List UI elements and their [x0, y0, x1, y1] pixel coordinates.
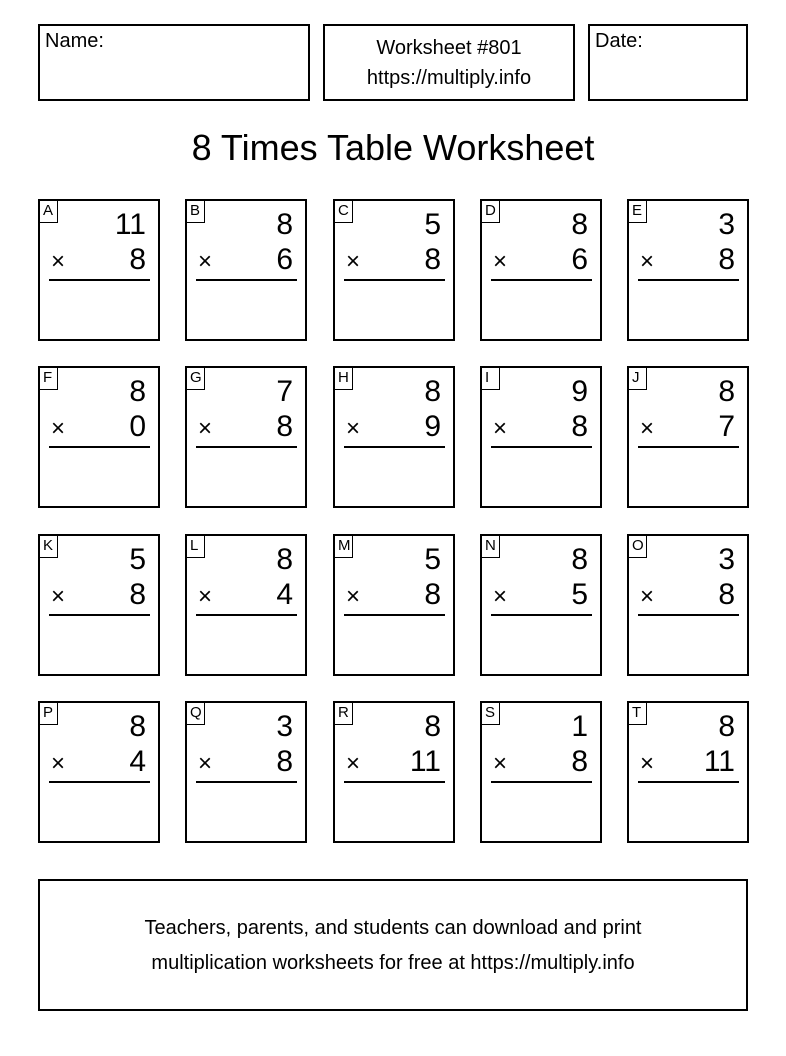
problem-card-g [185, 366, 307, 508]
multiplier: 8 [718, 578, 735, 611]
multiplicand: 8 [129, 710, 146, 743]
worksheet-info-box [323, 24, 575, 101]
answer-line [344, 446, 445, 448]
answer-line [638, 614, 739, 616]
multiplier: 8 [129, 578, 146, 611]
multiplicand: 8 [571, 208, 588, 241]
times-sign: × [640, 248, 655, 275]
problem-card-e [627, 199, 749, 341]
multiplier: 4 [129, 745, 146, 778]
multiplier: 0 [129, 410, 146, 443]
multiplier: 6 [571, 243, 588, 276]
times-sign: × [51, 248, 66, 275]
problem-letter: K [40, 536, 58, 558]
page-title: 8 Times Table Worksheet [191, 127, 595, 168]
times-sign: × [640, 750, 655, 777]
problem-card-t [627, 701, 749, 843]
date-field-box [588, 24, 748, 101]
times-sign: × [346, 415, 361, 442]
problem-card-i [480, 366, 602, 508]
problem-card-p [38, 701, 160, 843]
problem-card-h [333, 366, 455, 508]
problem-letter: P [40, 703, 58, 725]
answer-line [344, 279, 445, 281]
problem-card-n [480, 534, 602, 676]
multiplier: 8 [571, 745, 588, 778]
problem-card-j [627, 366, 749, 508]
times-sign: × [51, 583, 66, 610]
multiplicand: 8 [424, 375, 441, 408]
multiplicand: 8 [276, 543, 293, 576]
multiplier: 8 [276, 410, 293, 443]
multiplicand: 8 [718, 375, 735, 408]
problem-card-d [480, 199, 602, 341]
times-sign: × [640, 583, 655, 610]
multiplicand: 8 [129, 375, 146, 408]
answer-line [49, 279, 150, 281]
problem-letter: N [482, 536, 500, 558]
answer-line [196, 781, 297, 783]
multiplier: 8 [276, 745, 293, 778]
problem-letter: I [482, 368, 500, 390]
answer-line [49, 446, 150, 448]
multiplicand: 5 [424, 543, 441, 576]
answer-line [491, 279, 592, 281]
multiplier: 8 [424, 243, 441, 276]
answer-line [491, 614, 592, 616]
times-sign: × [493, 415, 508, 442]
times-sign: × [346, 248, 361, 275]
problem-letter: O [629, 536, 647, 558]
times-sign: × [198, 750, 213, 777]
multiplicand: 5 [424, 208, 441, 241]
times-sign: × [640, 415, 655, 442]
answer-line [638, 279, 739, 281]
problem-card-b [185, 199, 307, 341]
problem-card-l [185, 534, 307, 676]
multiplicand: 8 [424, 710, 441, 743]
problem-letter: J [629, 368, 647, 390]
problem-letter: C [335, 201, 353, 223]
times-sign: × [493, 583, 508, 610]
worksheet-website: https://multiply.info [366, 67, 532, 89]
problem-letter: R [335, 703, 353, 725]
problem-letter: T [629, 703, 647, 725]
problem-card-a [38, 199, 160, 341]
answer-line [344, 781, 445, 783]
problem-card-r [333, 701, 455, 843]
multiplicand: 3 [276, 710, 293, 743]
multiplier: 11 [703, 745, 735, 778]
multiplicand: 3 [718, 543, 735, 576]
times-sign: × [51, 750, 66, 777]
multiplier: 5 [571, 578, 588, 611]
multiplicand: 8 [276, 208, 293, 241]
footer-text [40, 911, 746, 981]
problem-card-f [38, 366, 160, 508]
name-field-box [38, 24, 310, 101]
problem-letter: B [187, 201, 205, 223]
times-sign: × [493, 750, 508, 777]
answer-line [196, 446, 297, 448]
answer-line [196, 279, 297, 281]
multiplicand: 9 [571, 375, 588, 408]
problem-letter: F [40, 368, 58, 390]
multiplier: 8 [571, 410, 588, 443]
times-sign: × [198, 415, 213, 442]
multiplier: 8 [718, 243, 735, 276]
multiplicand: 1 [571, 710, 588, 743]
problem-letter: A [40, 201, 58, 223]
multiplicand: 7 [276, 375, 293, 408]
answer-line [344, 614, 445, 616]
times-sign: × [493, 248, 508, 275]
worksheet-number: Worksheet #801 [376, 37, 522, 59]
answer-line [196, 614, 297, 616]
times-sign: × [346, 583, 361, 610]
name-label: Name: [45, 30, 104, 52]
times-sign: × [198, 248, 213, 275]
answer-line [638, 446, 739, 448]
problem-card-q [185, 701, 307, 843]
answer-line [491, 446, 592, 448]
multiplicand: 11 [114, 208, 146, 241]
problem-card-m [333, 534, 455, 676]
problem-card-o [627, 534, 749, 676]
times-sign: × [198, 583, 213, 610]
multiplicand: 3 [718, 208, 735, 241]
multiplier: 8 [424, 578, 441, 611]
problem-card-k [38, 534, 160, 676]
problem-letter: Q [187, 703, 205, 725]
answer-line [49, 781, 150, 783]
multiplier: 8 [129, 243, 146, 276]
problem-card-c [333, 199, 455, 341]
answer-line [638, 781, 739, 783]
multiplier: 4 [276, 578, 293, 611]
problem-letter: L [187, 536, 205, 558]
multiplier: 9 [424, 410, 441, 443]
footer-line-1: Teachers, parents, and students can download and print [144, 917, 642, 939]
problem-letter: D [482, 201, 500, 223]
date-label: Date: [595, 30, 643, 52]
footer-line-2: multiplication worksheets for free at https://multiply.info [151, 952, 635, 974]
multiplier: 6 [276, 243, 293, 276]
answer-line [491, 781, 592, 783]
problem-letter: M [335, 536, 353, 558]
problem-letter: H [335, 368, 353, 390]
problem-card-s [480, 701, 602, 843]
problem-letter: G [187, 368, 205, 390]
multiplier: 7 [718, 410, 735, 443]
problem-letter: S [482, 703, 500, 725]
times-sign: × [346, 750, 361, 777]
multiplicand: 5 [129, 543, 146, 576]
times-sign: × [51, 415, 66, 442]
multiplicand: 8 [571, 543, 588, 576]
footer-box [38, 879, 748, 1011]
problem-grid [38, 199, 749, 843]
problem-letter: E [629, 201, 647, 223]
answer-line [49, 614, 150, 616]
multiplicand: 8 [718, 710, 735, 743]
multiplier: 11 [409, 745, 441, 778]
